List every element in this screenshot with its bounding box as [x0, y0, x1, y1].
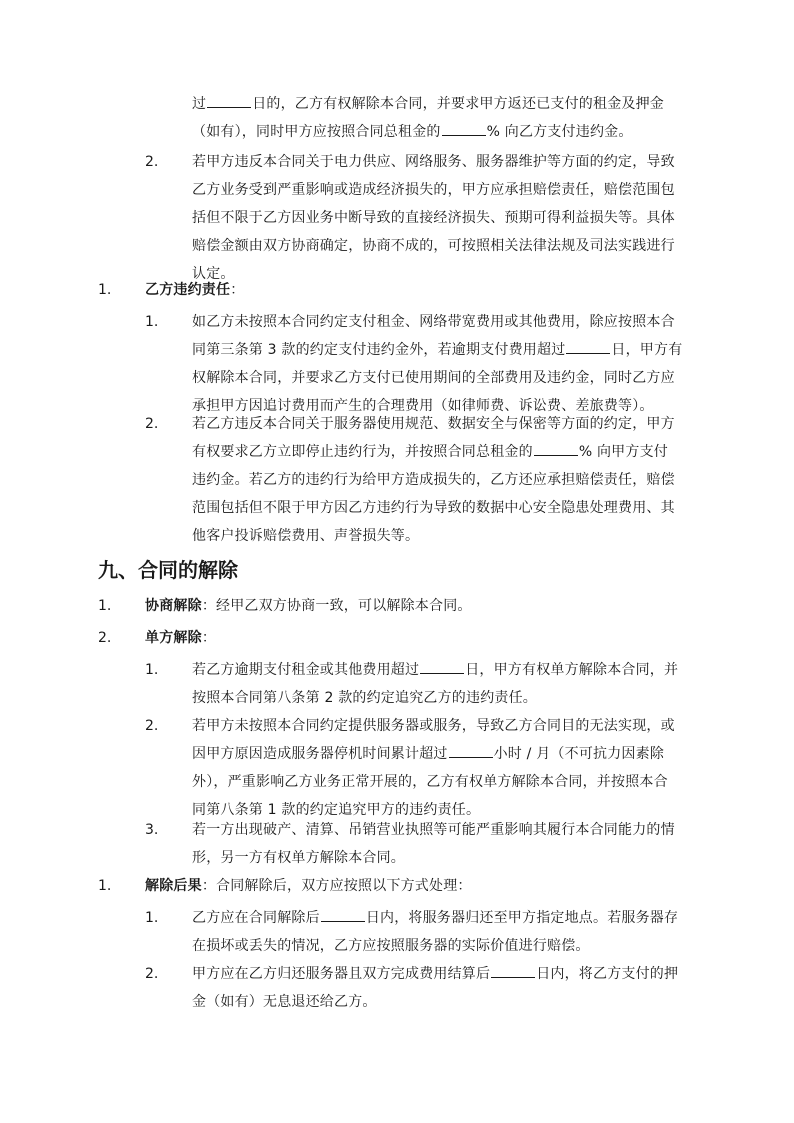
blank-field[interactable]: [491, 962, 535, 978]
clause-text: 若甲方违反本合同关于电力供应、网络服务、服务器维护等方面的约定，导致 乙方业务受到严重影响或造成经济损失的，甲方应承担赔偿责任，赔偿范围包 括但不限于乙方因业务中断导致的直接经济损失、预期可得利益损失等。具体 赔偿金额由双方协商确定，协商不成的，可按照相关法律法规及司法实践进行 认定。: [192, 154, 675, 282]
clause-text: 若甲方未按照本合同约定提供服务器或服务，导致乙方合同目的无法实现，或 因甲方原因造成服务器停机时间累计超过 小时 / 月（不可抗力因素除 外），严重影响乙方业务正常开展的，乙方有权单方解除本合同，并按照本合 同第八条第 1 款的约定追究甲方的违约责任。: [192, 718, 675, 818]
clause-text: 若乙方违反本合同关于服务器使用规范、数据安全与保密等方面的约定，甲方 有权要求乙方立即停止违约行为，并按照合同总租金的 % 向甲方支付 违约金。若乙方的违约行为给甲方造成损失的，乙方还应承担赔偿责任，赔偿 范围包括但不限于甲方因乙方违约行为导致的数据中心安全隐患处理费用、其 他客户投诉赔偿费用、声誉损失等。: [192, 416, 675, 544]
clause-text: 甲方应在乙方归还服务器且双方完成费用结算后 日内，将乙方支付的押 金（如有）无息退还给乙方。: [192, 960, 704, 1016]
blank-field[interactable]: [442, 120, 486, 136]
clause-continuation: 过 日的，乙方有权解除本合同，并要求甲方返还已支付的租金及押金 （如有），同时甲方应按照合同总租金的 % 向乙方支付违约金。: [192, 90, 704, 146]
clause-number: 2.: [145, 966, 159, 982]
blank-field[interactable]: [566, 338, 610, 354]
clause-number: 1.: [145, 662, 159, 678]
clause-number: 2.: [145, 718, 159, 734]
clause-number: 1.: [145, 910, 159, 926]
clause-number: 1.: [145, 314, 159, 330]
clause-text: 若乙方逾期支付租金或其他费用超过 日，甲方有权单方解除本合同，并 按照本合同第八条第 2 款的约定追究乙方的违约责任。: [192, 656, 704, 712]
blank-field[interactable]: [420, 658, 464, 674]
clause-number: 2.: [145, 154, 159, 170]
blank-field[interactable]: [207, 92, 251, 108]
blank-field[interactable]: [321, 906, 365, 922]
section-title: 协商解除：经甲乙双方协商一致，可以解除本合同。: [145, 598, 472, 614]
section-number: 1.: [98, 878, 112, 894]
blank-field[interactable]: [534, 440, 578, 456]
clause-number: 3.: [145, 822, 159, 838]
section-title: 解除后果：合同解除后，双方应按照以下方式处理：: [145, 878, 472, 894]
blank-field[interactable]: [449, 742, 493, 758]
section-number: 2.: [98, 630, 112, 646]
clause-text: 如乙方未按照本合同约定支付租金、网络带宽费用或其他费用，除应按照本合 同第三条第 3 款的约定支付违约金外，若逾期支付费用超过 日，甲方有 权解除本合同，并要求乙方支付已使用期间的全部费用及违约金，同时乙方应 承担甲方因追讨费用而产生的合理费用（如律师费、诉讼费、差旅费等）。: [192, 314, 683, 414]
section-title: 单方解除：: [145, 630, 217, 646]
section-heading: 九、合同的解除: [98, 558, 238, 582]
section-number: 1.: [98, 598, 112, 614]
clause-number: 2.: [145, 416, 159, 432]
clause-text: 若一方出现破产、清算、吊销营业执照等可能严重影响其履行本合同能力的情 形，另一方有权单方解除本合同。: [192, 822, 675, 866]
section-number: 1.: [98, 282, 112, 298]
clause-text: 乙方应在合同解除后 日内，将服务器归还至甲方指定地点。若服务器存 在损坏或丢失的情况，乙方应按照服务器的实际价值进行赔偿。: [192, 904, 704, 960]
section-title: 乙方违约责任：: [145, 282, 245, 298]
